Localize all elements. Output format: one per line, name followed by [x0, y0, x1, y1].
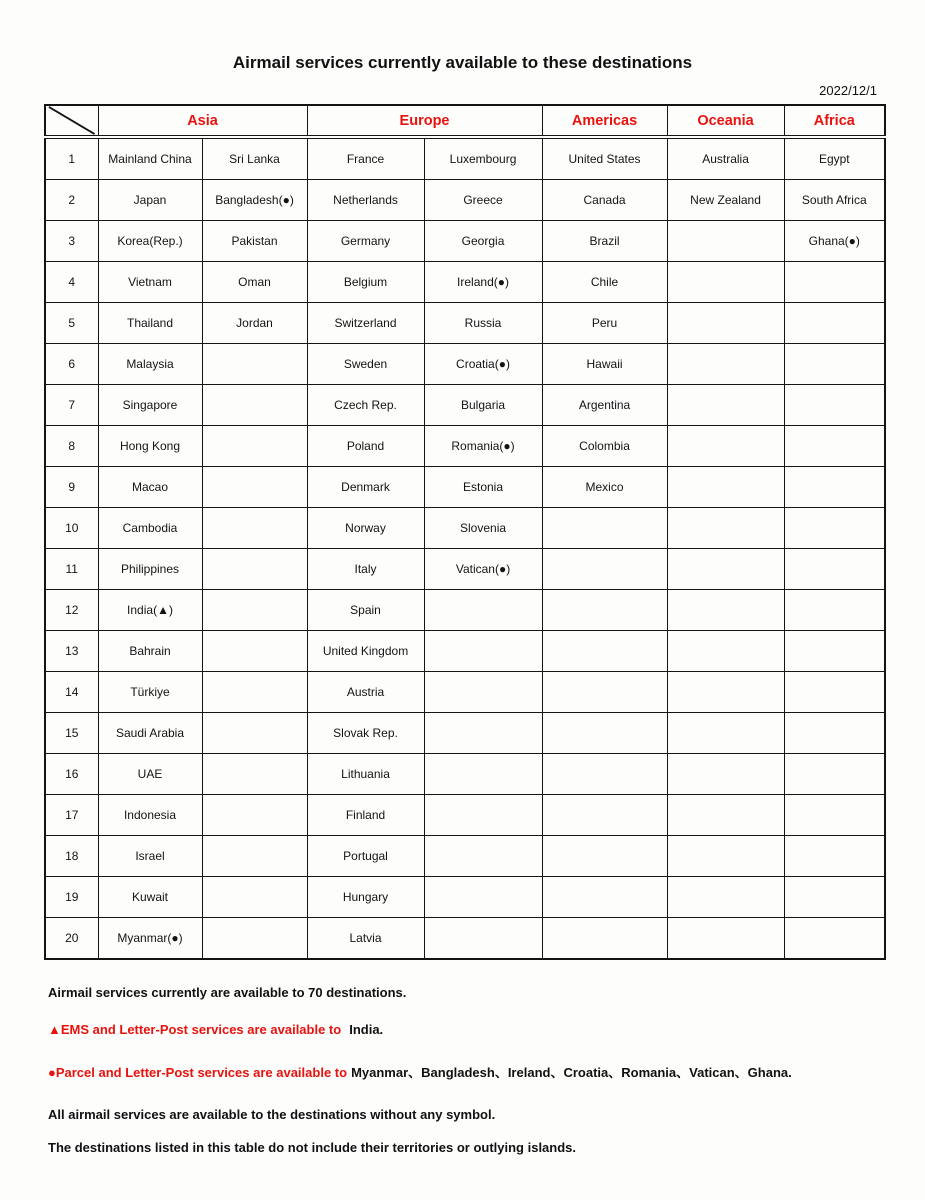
- destination-cell: [424, 795, 542, 836]
- destination-cell: Portugal: [307, 836, 424, 877]
- row-number: 20: [45, 918, 98, 960]
- destination-cell: [202, 836, 307, 877]
- destination-cell: [784, 549, 885, 590]
- destination-cell: [784, 508, 885, 549]
- destination-cell: France: [307, 137, 424, 180]
- destination-cell: [202, 344, 307, 385]
- destination-cell: Macao: [98, 467, 202, 508]
- destination-cell: [542, 672, 667, 713]
- destination-cell: [424, 836, 542, 877]
- destination-cell: Germany: [307, 221, 424, 262]
- destination-cell: Australia: [667, 137, 784, 180]
- destination-cell: [667, 631, 784, 672]
- destination-cell: Bulgaria: [424, 385, 542, 426]
- destination-cell: Finland: [307, 795, 424, 836]
- destination-cell: [667, 918, 784, 960]
- destination-cell: Sweden: [307, 344, 424, 385]
- destination-cell: Jordan: [202, 303, 307, 344]
- destination-cell: Canada: [542, 180, 667, 221]
- destination-cell: [667, 426, 784, 467]
- destination-cell: Slovenia: [424, 508, 542, 549]
- destination-cell: [202, 631, 307, 672]
- destination-cell: [424, 631, 542, 672]
- destination-cell: Japan: [98, 180, 202, 221]
- table-body: [45, 137, 885, 959]
- row-number: 12: [45, 590, 98, 631]
- destination-cell: Czech Rep.: [307, 385, 424, 426]
- row-number: 2: [45, 180, 98, 221]
- destination-cell: [667, 795, 784, 836]
- destination-cell: [542, 754, 667, 795]
- notes-section: [48, 985, 885, 1156]
- destination-cell: [202, 467, 307, 508]
- table-row: [45, 795, 885, 836]
- destination-cell: South Africa: [784, 180, 885, 221]
- destination-cell: [667, 672, 784, 713]
- table-row: [45, 631, 885, 672]
- destination-cell: [542, 713, 667, 754]
- destination-cell: [202, 590, 307, 631]
- destination-cell: [784, 590, 885, 631]
- destination-cell: Vatican(●): [424, 549, 542, 590]
- destination-cell: Indonesia: [98, 795, 202, 836]
- destination-cell: Israel: [98, 836, 202, 877]
- destination-cell: Greece: [424, 180, 542, 221]
- destination-cell: [784, 262, 885, 303]
- destination-cell: Hong Kong: [98, 426, 202, 467]
- corner-cell: [45, 105, 98, 137]
- destination-cell: Saudi Arabia: [98, 713, 202, 754]
- destination-cell: Croatia(●): [424, 344, 542, 385]
- row-number: 14: [45, 672, 98, 713]
- destination-cell: Luxembourg: [424, 137, 542, 180]
- row-number: 3: [45, 221, 98, 262]
- destination-cell: [424, 590, 542, 631]
- note-all-services: All airmail services are available to the destinations without any symbol.: [48, 1107, 496, 1122]
- destination-cell: Hawaii: [542, 344, 667, 385]
- col-header-europe: Europe: [307, 105, 542, 137]
- destination-cell: Colombia: [542, 426, 667, 467]
- destination-cell: Sri Lanka: [202, 137, 307, 180]
- destination-cell: Myanmar(●): [98, 918, 202, 960]
- destination-cell: [667, 508, 784, 549]
- destination-cell: Romania(●): [424, 426, 542, 467]
- destination-cell: [667, 877, 784, 918]
- destination-cell: [667, 262, 784, 303]
- table-row: [45, 262, 885, 303]
- row-number: 6: [45, 344, 98, 385]
- destination-cell: Russia: [424, 303, 542, 344]
- row-number: 9: [45, 467, 98, 508]
- destination-cell: UAE: [98, 754, 202, 795]
- note-ems-black-text: India.: [349, 1022, 384, 1037]
- table-row: [45, 303, 885, 344]
- row-number: 11: [45, 549, 98, 590]
- destination-cell: Bangladesh(●): [202, 180, 307, 221]
- destination-cell: [667, 221, 784, 262]
- table-row: [45, 836, 885, 877]
- table-header-row: [45, 105, 885, 137]
- page-title: Airmail services currently available to these destinations: [232, 53, 693, 72]
- note-ems: [48, 1022, 885, 1038]
- destination-cell: [542, 631, 667, 672]
- row-number: 16: [45, 754, 98, 795]
- table-row: [45, 549, 885, 590]
- destination-cell: [667, 344, 784, 385]
- table-row: [45, 221, 885, 262]
- row-number: 10: [45, 508, 98, 549]
- destination-cell: [542, 508, 667, 549]
- row-number: 1: [45, 137, 98, 180]
- destination-cell: United States: [542, 137, 667, 180]
- table-row: [45, 713, 885, 754]
- destination-cell: [667, 590, 784, 631]
- destination-cell: New Zealand: [667, 180, 784, 221]
- destination-cell: [784, 672, 885, 713]
- destination-cell: Ireland(●): [424, 262, 542, 303]
- destination-cell: Oman: [202, 262, 307, 303]
- destination-cell: Pakistan: [202, 221, 307, 262]
- destination-cell: Korea(Rep.): [98, 221, 202, 262]
- destination-cell: [424, 918, 542, 960]
- destination-cell: [202, 713, 307, 754]
- destination-cell: Ghana(●): [784, 221, 885, 262]
- destination-cell: Egypt: [784, 137, 885, 180]
- destination-cell: [202, 385, 307, 426]
- destination-cell: Austria: [307, 672, 424, 713]
- row-number: 8: [45, 426, 98, 467]
- row-number: 19: [45, 877, 98, 918]
- note-ems-red-text: ▲EMS and Letter-Post services are available to: [48, 1022, 342, 1037]
- destination-cell: Hungary: [307, 877, 424, 918]
- note-total-destinations: Airmail services currently are available to 70 destinations.: [48, 985, 407, 1000]
- table-row: [45, 590, 885, 631]
- destination-cell: Spain: [307, 590, 424, 631]
- destination-cell: [542, 877, 667, 918]
- destination-cell: Singapore: [98, 385, 202, 426]
- destination-cell: Georgia: [424, 221, 542, 262]
- destination-cell: [202, 918, 307, 960]
- destination-cell: Poland: [307, 426, 424, 467]
- destination-cell: Cambodia: [98, 508, 202, 549]
- destination-cell: [784, 385, 885, 426]
- destination-cell: Peru: [542, 303, 667, 344]
- destination-cell: [202, 426, 307, 467]
- destination-cell: [784, 303, 885, 344]
- row-number: 4: [45, 262, 98, 303]
- destination-cell: Norway: [307, 508, 424, 549]
- destination-cell: [784, 754, 885, 795]
- destination-cell: [667, 549, 784, 590]
- col-header-oceania: Oceania: [667, 105, 784, 137]
- table-row: [45, 180, 885, 221]
- table-row: [45, 467, 885, 508]
- destination-cell: Mexico: [542, 467, 667, 508]
- destination-cell: Argentina: [542, 385, 667, 426]
- destination-cell: [424, 877, 542, 918]
- table-row: [45, 754, 885, 795]
- destination-cell: Thailand: [98, 303, 202, 344]
- destination-cell: [784, 877, 885, 918]
- table-row: [45, 672, 885, 713]
- destination-cell: [424, 754, 542, 795]
- destination-cell: Italy: [307, 549, 424, 590]
- row-number: 7: [45, 385, 98, 426]
- table-row: [45, 426, 885, 467]
- destination-cell: Netherlands: [307, 180, 424, 221]
- destination-cell: Denmark: [307, 467, 424, 508]
- destination-cell: [202, 795, 307, 836]
- destinations-table: [44, 104, 886, 960]
- destination-cell: [667, 303, 784, 344]
- destination-cell: [784, 836, 885, 877]
- destination-cell: Kuwait: [98, 877, 202, 918]
- destination-cell: India(▲): [98, 590, 202, 631]
- destination-cell: [542, 590, 667, 631]
- destination-cell: [542, 836, 667, 877]
- destination-cell: Belgium: [307, 262, 424, 303]
- destination-cell: [784, 795, 885, 836]
- destination-cell: [667, 713, 784, 754]
- destination-cell: [667, 754, 784, 795]
- note-territories: The destinations listed in this table do not include their territories or outlying islands.: [48, 1140, 577, 1155]
- destination-cell: Mainland China: [98, 137, 202, 180]
- row-number: 17: [45, 795, 98, 836]
- row-number: 5: [45, 303, 98, 344]
- destination-cell: Philippines: [98, 549, 202, 590]
- destination-cell: Malaysia: [98, 344, 202, 385]
- destination-cell: [784, 713, 885, 754]
- destination-cell: [667, 467, 784, 508]
- destination-cell: [542, 549, 667, 590]
- destination-cell: Slovak Rep.: [307, 713, 424, 754]
- date-label: 2022/12/1: [819, 83, 877, 98]
- destination-cell: [667, 836, 784, 877]
- note-parcel-black-text: Myanmar、Bangladesh、Ireland、Croatia、Romania、Vatican、Ghana.: [351, 1065, 792, 1080]
- destination-cell: Estonia: [424, 467, 542, 508]
- destination-cell: United Kingdom: [307, 631, 424, 672]
- destination-cell: Chile: [542, 262, 667, 303]
- table-row: [45, 385, 885, 426]
- destination-cell: Lithuania: [307, 754, 424, 795]
- note-parcel: [48, 1065, 885, 1081]
- destination-cell: Brazil: [542, 221, 667, 262]
- destination-cell: [784, 426, 885, 467]
- table-row: [45, 137, 885, 180]
- table-row: [45, 508, 885, 549]
- destination-cell: [542, 918, 667, 960]
- destination-cell: [784, 918, 885, 960]
- destination-cell: [202, 508, 307, 549]
- destination-cell: Vietnam: [98, 262, 202, 303]
- destination-cell: [784, 467, 885, 508]
- col-header-americas: Americas: [542, 105, 667, 137]
- destination-cell: Türkiye: [98, 672, 202, 713]
- col-header-africa: Africa: [784, 105, 885, 137]
- destination-cell: [202, 672, 307, 713]
- destination-cell: [784, 344, 885, 385]
- table-row: [45, 918, 885, 960]
- table-row: [45, 344, 885, 385]
- col-header-asia: Asia: [98, 105, 307, 137]
- row-number: 15: [45, 713, 98, 754]
- destination-cell: Switzerland: [307, 303, 424, 344]
- destination-cell: [667, 385, 784, 426]
- destination-cell: [202, 549, 307, 590]
- destination-cell: [202, 754, 307, 795]
- destination-cell: Latvia: [307, 918, 424, 960]
- destination-cell: Bahrain: [98, 631, 202, 672]
- destination-cell: [542, 795, 667, 836]
- destination-cell: [202, 877, 307, 918]
- row-number: 13: [45, 631, 98, 672]
- table-row: [45, 877, 885, 918]
- destination-cell: [424, 672, 542, 713]
- destination-cell: [424, 713, 542, 754]
- diagonal-line-icon: [48, 106, 96, 135]
- note-parcel-red-text: ●Parcel and Letter-Post services are available to: [48, 1065, 348, 1080]
- destination-cell: [784, 631, 885, 672]
- row-number: 18: [45, 836, 98, 877]
